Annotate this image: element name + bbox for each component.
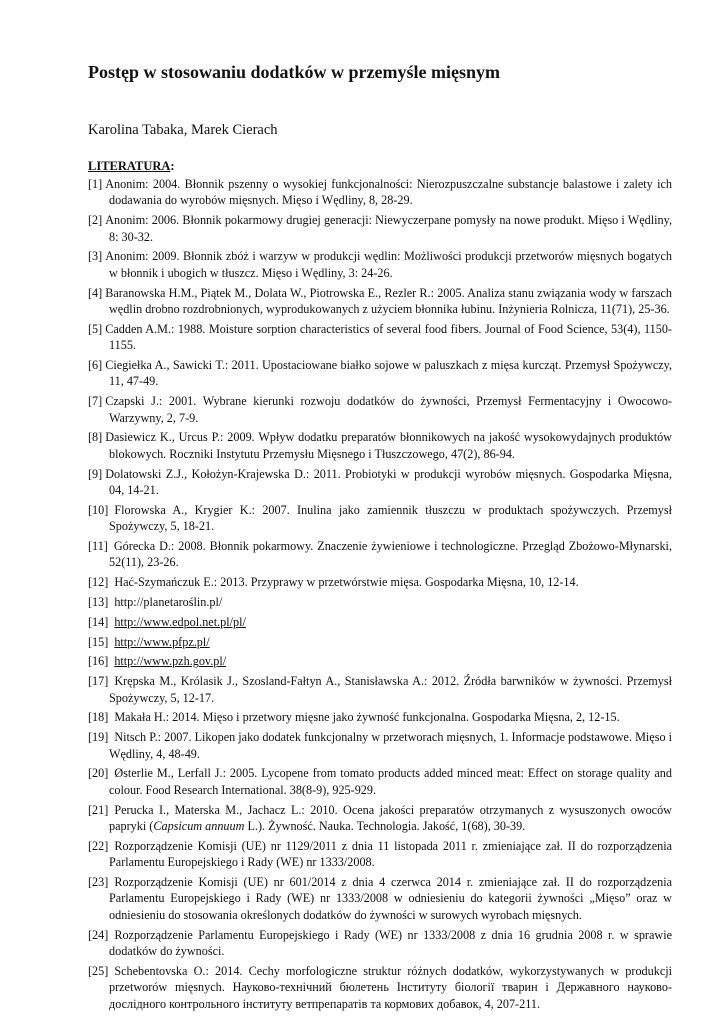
references-heading-suffix: : bbox=[170, 159, 175, 173]
reference-number: [8] bbox=[88, 430, 103, 445]
reference-item-14 bbox=[88, 614, 672, 630]
reference-link[interactable]: http://www.pzh.gov.pl/ bbox=[114, 654, 227, 669]
reference-text: Østerlie M., Lerfall J.: 2005. Lycopene from tomato products added minced meat: Effect on storage quality and colour. Food Research International. 38(8-9), 925-929. bbox=[109, 766, 672, 797]
reference-text: Rozporządzenie Komisji (UE) nr 601/2014 z dnia 4 czerwca 2014 r. zmieniające zał. II do rozporządzenia Parlamentu Europejskiego i Rady (WE) nr 1333/2008 w odniesieniu do kategorii żywności „Mięso” oraz w odniesieniu do stosowania określonych dodatków do żywności w surowych wyrobach mięsnych. bbox=[109, 875, 672, 922]
reference-text: Nitsch P.: 2007. Likopen jako dodatek funkcjonalny w przetworach mięsnych, 1. Informacje podstawowe. Mięso i Wędliny, 4, 48-49. bbox=[109, 730, 672, 761]
paper-title: Postęp w stosowaniu dodatków w przemyśle mięsnym bbox=[88, 62, 501, 82]
reference-number: [21] bbox=[88, 802, 109, 817]
reference-text: Anonim: 2009. Błonnik zbóż i warzyw w produkcji wędlin: Możliwości produkcji przetworów mięsnych bogatych w błonnik i ubogich w tłuszcz. Mięso i Wędliny, 3: 24-26. bbox=[105, 249, 672, 280]
references-heading-label: LITERATURA bbox=[88, 159, 171, 173]
reference-text: Anonim: 2004. Błonnik pszenny o wysokiej funkcjonalności: Nierozpuszczalne substancje balastowe i zalety ich dodawania do wyrobów mięsnych. Mięso i Wędliny, 8, 28-29. bbox=[105, 177, 672, 208]
reference-item-22 bbox=[88, 838, 672, 871]
reference-item-20 bbox=[88, 765, 672, 798]
reference-number: [1] bbox=[88, 177, 103, 191]
reference-text-start: Perucka I., Materska M., Jachacz L.: 2010. Ocena jakości preparatów otrzymanych z wysuszonych owoców papryki ( bbox=[109, 802, 672, 834]
reference-number: [7] bbox=[88, 394, 103, 409]
reference-text: Cadden A.M.: 1988. Moisture sorption characteristics of several food fibers. Journal of Food Science, 53(4), 1150-1155. bbox=[105, 321, 672, 353]
reference-text-end: L.). Żywność. Nauka. Technologia. Jakość, 1(68), 30-39. bbox=[244, 819, 526, 834]
reference-text: Ciegiełka A., Sawicki T.: 2011. Upostaciowane białko sojowe w paluszkach z mięsa kurcząt. Przemysł Spożywczy, 11, 47-49. bbox=[105, 358, 672, 389]
reference-text-italic: Capsicum annuum bbox=[153, 819, 245, 834]
reference-text: Makała H.: 2014. Mięso i przetwory mięsne jako żywność funkcjonalna. Gospodarka Mięsna, 2, 12-15. bbox=[114, 710, 620, 725]
references-section bbox=[88, 158, 672, 1015]
reference-number: [6] bbox=[88, 358, 103, 373]
reference-number: [14] bbox=[88, 614, 109, 629]
reference-text: Górecka D.: 2008. Błonnik pokarmowy. Znaczenie żywieniowe i technologiczne. Przegląd Zbożowo-Młynarski, 52(11), 23-26. bbox=[109, 539, 672, 570]
reference-text: Dasiewicz K., Urcus P.: 2009. Wpływ dodatku preparatów błonnikowych na jakość wysokowydajnych produktów blokowych. Roczniki Instytutu Przemysłu Mięsnego i Tłuszczowego, 47(2), 86-94. bbox=[105, 430, 672, 461]
reference-item-7 bbox=[88, 393, 672, 426]
reference-number: [5] bbox=[88, 321, 103, 336]
reference-item-21 bbox=[88, 802, 672, 835]
reference-item-12 bbox=[88, 574, 672, 590]
reference-number: [25] bbox=[88, 963, 109, 978]
reference-text: Anonim: 2006. Błonnik pokarmowy drugiej generacji: Niewyczerpane pomysły na nowe produkt. Mięso i Wędliny, 8: 30-32. bbox=[105, 213, 672, 244]
reference-item-9 bbox=[88, 466, 672, 499]
reference-item-11 bbox=[88, 538, 672, 571]
reference-number: [20] bbox=[88, 766, 109, 781]
reference-number: [15] bbox=[88, 634, 109, 649]
reference-text: Dolatowski Z.J., Kołożyn-Krajewska D.: 2011. Probiotyki w produkcji wyrobów mięsnych. Gospodarka Mięsna, 04, 14-21. bbox=[105, 466, 672, 498]
references-heading bbox=[88, 158, 672, 175]
reference-item-3 bbox=[88, 248, 672, 281]
reference-text: Hać-Szymańczuk E.: 2013. Przyprawy w przetwórstwie mięsa. Gospodarka Mięsna, 10, 12-14. bbox=[114, 575, 579, 590]
reference-link[interactable]: http://www.pfpz.pl/ bbox=[114, 634, 210, 649]
reference-text: Florowska A., Krygier K.: 2007. Inulina jako zamiennik tłuszczu w produktach spożywczych. Przemysł Spożywczy, 5, 18-21. bbox=[109, 502, 672, 534]
reference-item-5 bbox=[88, 321, 672, 354]
reference-item-6 bbox=[88, 357, 672, 390]
reference-number: [17] bbox=[88, 674, 109, 689]
reference-item-19 bbox=[88, 729, 672, 762]
reference-text: Rozporządzenie Komisji (UE) nr 1129/2011 z dnia 11 listopada 2011 r. zmieniające zał. II do rozporządzenia Parlamentu Europejskiego i Rady (WE) nr 1333/2008. bbox=[109, 838, 672, 870]
reference-item-17 bbox=[88, 673, 672, 706]
references-list bbox=[88, 176, 672, 1012]
reference-number: [18] bbox=[88, 710, 109, 725]
reference-number: [22] bbox=[88, 838, 109, 853]
reference-item-18 bbox=[88, 709, 672, 725]
reference-item-4 bbox=[88, 285, 672, 318]
reference-number: [4] bbox=[88, 285, 103, 300]
reference-item-23 bbox=[88, 874, 672, 923]
reference-number: [19] bbox=[88, 730, 109, 745]
reference-number: [13] bbox=[88, 595, 109, 610]
reference-item-13 bbox=[88, 594, 672, 610]
reference-number: [12] bbox=[88, 575, 109, 590]
reference-text: Krępska M., Królasik J., Szosland-Fałtyn A., Stanisławska A.: 2012. Źródła barwników w żywności. Przemysł Spożywczy, 5, 12-17. bbox=[109, 674, 672, 705]
reference-item-25 bbox=[88, 963, 672, 1012]
reference-number: [16] bbox=[88, 654, 109, 669]
reference-link[interactable]: http://www.edpol.net.pl/pl/ bbox=[114, 614, 246, 629]
reference-text: Baranowska H.M., Piątek M., Dolata W., Piotrowska E., Rezler R.: 2005. Analiza stanu związania wody w farszach wędlin drobno rozdrobnionych, wyprodukowanych z użyciem błonnika łubinu. Inżynieria Rolnicza, 11(71), 25-36. bbox=[105, 285, 672, 317]
reference-item-24 bbox=[88, 927, 672, 960]
reference-item-8 bbox=[88, 429, 672, 462]
authors: Karolina Tabaka, Marek Cierach bbox=[88, 122, 278, 138]
reference-number: [2] bbox=[88, 213, 103, 228]
reference-number: [23] bbox=[88, 875, 109, 890]
reference-number: [9] bbox=[88, 466, 103, 481]
reference-item-16 bbox=[88, 653, 672, 669]
reference-item-2 bbox=[88, 212, 672, 245]
reference-number: [3] bbox=[88, 249, 103, 264]
reference-url: http://planetaroślin.pl/ bbox=[114, 595, 223, 610]
reference-text: Schebentovska O.: 2014. Cechy morfologiczne struktur różnych dodatków, wykorzystywanych w produkcji przetworów mięsnych. Науково-технічний бюлетень Інституту біології тварин і Державного науково-дослідного контрольного інституту ветпрепаратів та кормових добавок, 4, 207-211. bbox=[109, 963, 672, 1011]
reference-item-10 bbox=[88, 502, 672, 535]
reference-number: [11] bbox=[88, 539, 108, 554]
reference-number: [24] bbox=[88, 927, 109, 942]
reference-item-1 bbox=[88, 176, 672, 209]
reference-text: Rozporządzenie Parlamentu Europejskiego i Rady (WE) nr 1333/2008 z dnia 16 grudnia 2008 r. w sprawie dodatków do żywności. bbox=[109, 927, 672, 959]
reference-text: Czapski J.: 2001. Wybrane kierunki rozwoju dodatków do żywności, Przemysł Fermentacyjny i Owocowo-Warzywny, 2, 7-9. bbox=[105, 394, 672, 425]
reference-item-15 bbox=[88, 634, 672, 650]
reference-number: [10] bbox=[88, 502, 109, 517]
